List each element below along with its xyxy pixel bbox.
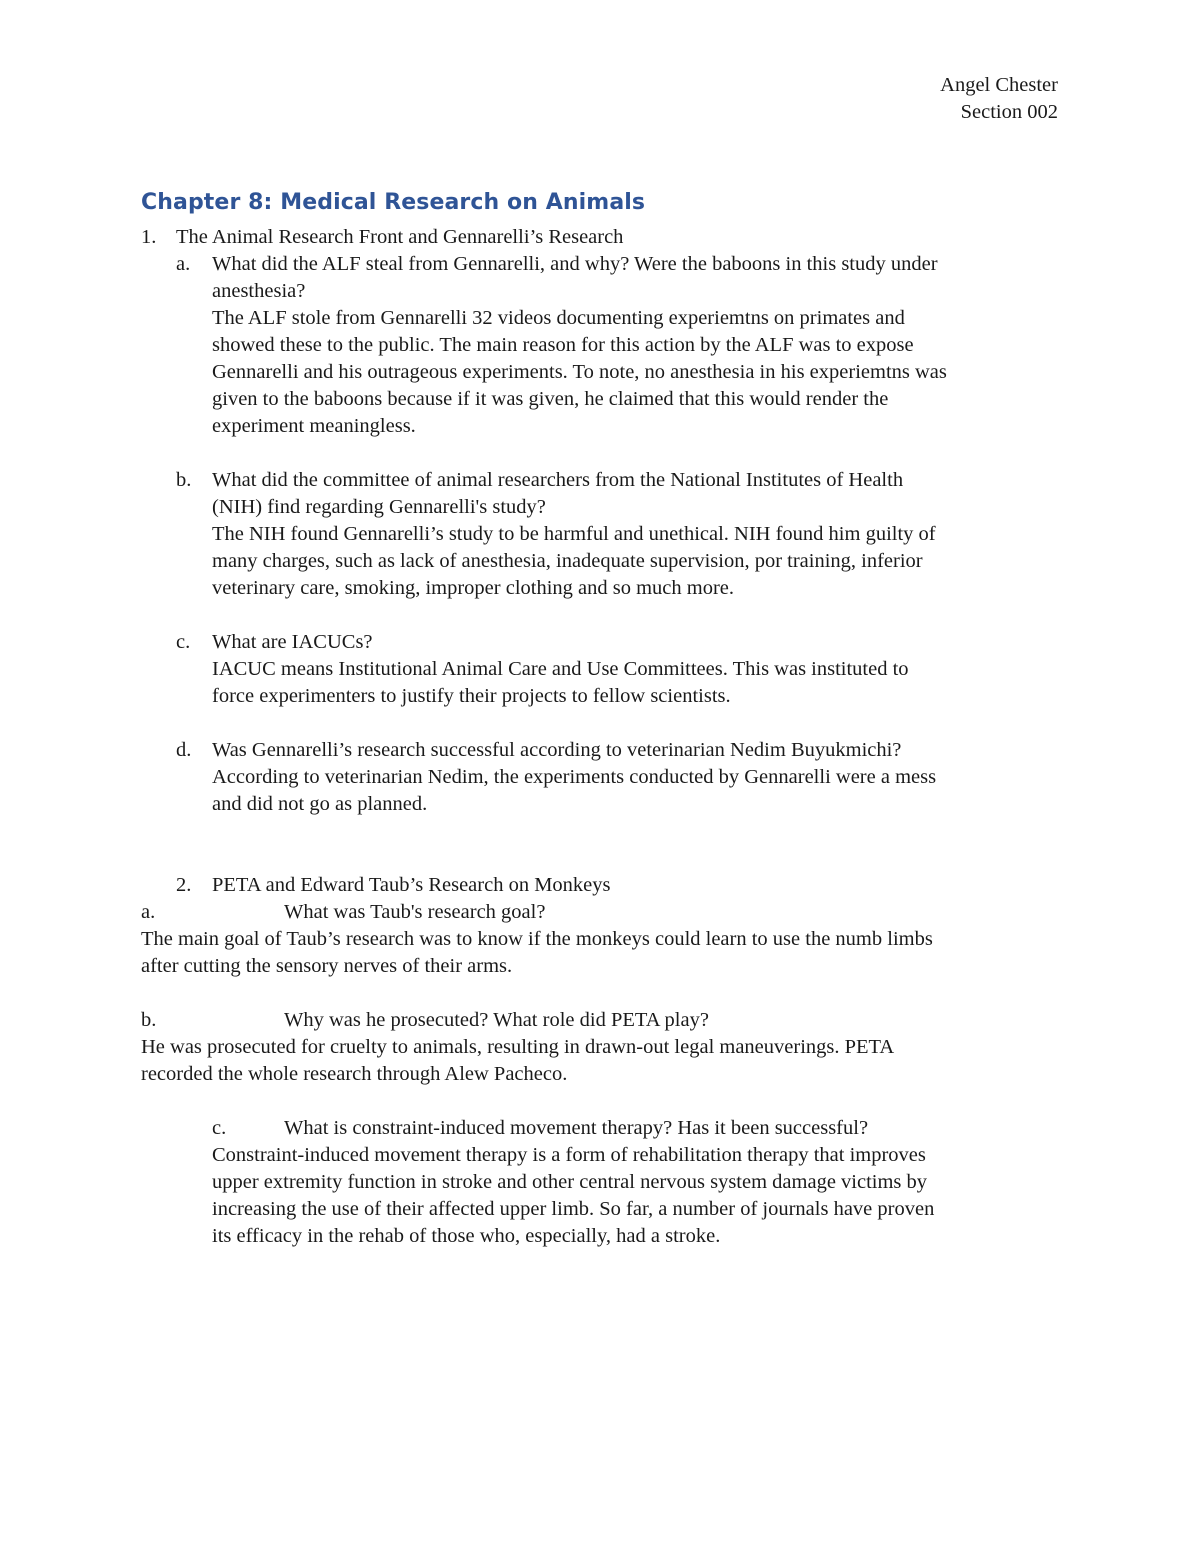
text-line: veterinary care, smoking, improper clothing and so much more. (212, 577, 735, 599)
text-line: What did the committee of animal researchers from the National Institutes of Health (212, 469, 904, 491)
list-letter: b. (141, 1009, 157, 1031)
section-1-number: 1. (141, 226, 157, 248)
text-line: He was prosecuted for cruelty to animals, resulting in drawn-out legal maneuverings. PETA (141, 1036, 895, 1058)
text-line: anesthesia? (212, 280, 306, 302)
list-letter: b. (176, 469, 192, 491)
chapter-title: Chapter 8: Medical Research on Animals (141, 190, 646, 215)
question-1a-text (212, 251, 947, 440)
question-1d-text (212, 737, 936, 818)
text-line: increasing the use of their affected upper limb. So far, a number of journals have proven (212, 1198, 935, 1220)
author-name: Angel Chester (940, 74, 1058, 96)
text-line: Gennarelli and his outrageous experiments. To note, no anesthesia in his experiemtns was (212, 361, 947, 383)
text-line: many charges, such as lack of anesthesia, inadequate supervision, por training, inferior (212, 550, 923, 572)
text-line: IACUC means Institutional Animal Care and Use Committees. This was instituted to (212, 658, 909, 680)
answer-2b (141, 1034, 894, 1088)
text-line: What are IACUCs? (212, 631, 373, 653)
list-letter: a. (176, 253, 191, 275)
text-line: experiment meaningless. (212, 415, 416, 437)
question-2a-prompt: What was Taub's research goal? (284, 901, 546, 923)
list-letter: c. (212, 1117, 227, 1139)
text-line: after cutting the sensory nerves of their arms. (141, 955, 513, 977)
text-line: showed these to the public. The main reason for this action by the ALF was to expose (212, 334, 914, 356)
author-header (940, 72, 1058, 126)
question-2b-prompt: Why was he prosecuted? What role did PETA play? (284, 1009, 709, 1031)
question-2c-prompt: What is constraint-induced movement therapy? Has it been successful? (284, 1117, 869, 1139)
section-number: Section 002 (960, 101, 1058, 123)
text-line: upper extremity function in stroke and other central nervous system damage victims by (212, 1171, 928, 1193)
section-2-number: 2. (176, 874, 192, 896)
question-1b-text (212, 467, 936, 602)
text-line: given to the baboons because if it was given, he claimed that this would render the (212, 388, 889, 410)
text-line: its efficacy in the rehab of those who, especially, had a stroke. (212, 1225, 721, 1247)
text-line: Was Gennarelli’s research successful according to veterinarian Nedim Buyukmichi? (212, 739, 902, 761)
text-line: The main goal of Taub’s research was to know if the monkeys could learn to use the numb limbs (141, 928, 933, 950)
text-line: Constraint-induced movement therapy is a form of rehabilitation therapy that improves (212, 1144, 926, 1166)
list-letter: c. (176, 631, 191, 653)
list-letter: d. (176, 739, 192, 761)
answer-2c (212, 1142, 934, 1250)
text-line: and did not go as planned. (212, 793, 428, 815)
text-line: The NIH found Gennarelli’s study to be harmful and unethical. NIH found him guilty of (212, 523, 936, 545)
section-1-title: The Animal Research Front and Gennarelli’s Research (176, 226, 624, 248)
text-line: recorded the whole research through Alew Pacheco. (141, 1063, 568, 1085)
section-2-title: PETA and Edward Taub’s Research on Monkeys (212, 874, 611, 896)
answer-2a (141, 926, 933, 980)
text-line: (NIH) find regarding Gennarelli's study? (212, 496, 546, 518)
text-line: The ALF stole from Gennarelli 32 videos documenting experiemtns on primates and (212, 307, 905, 329)
text-line: According to veterinarian Nedim, the experiments conducted by Gennarelli were a mess (212, 766, 937, 788)
question-1c-text (212, 629, 909, 710)
list-letter: a. (141, 901, 156, 923)
text-line: What did the ALF steal from Gennarelli, and why? Were the baboons in this study under (212, 253, 938, 275)
text-line: force experimenters to justify their projects to fellow scientists. (212, 685, 731, 707)
